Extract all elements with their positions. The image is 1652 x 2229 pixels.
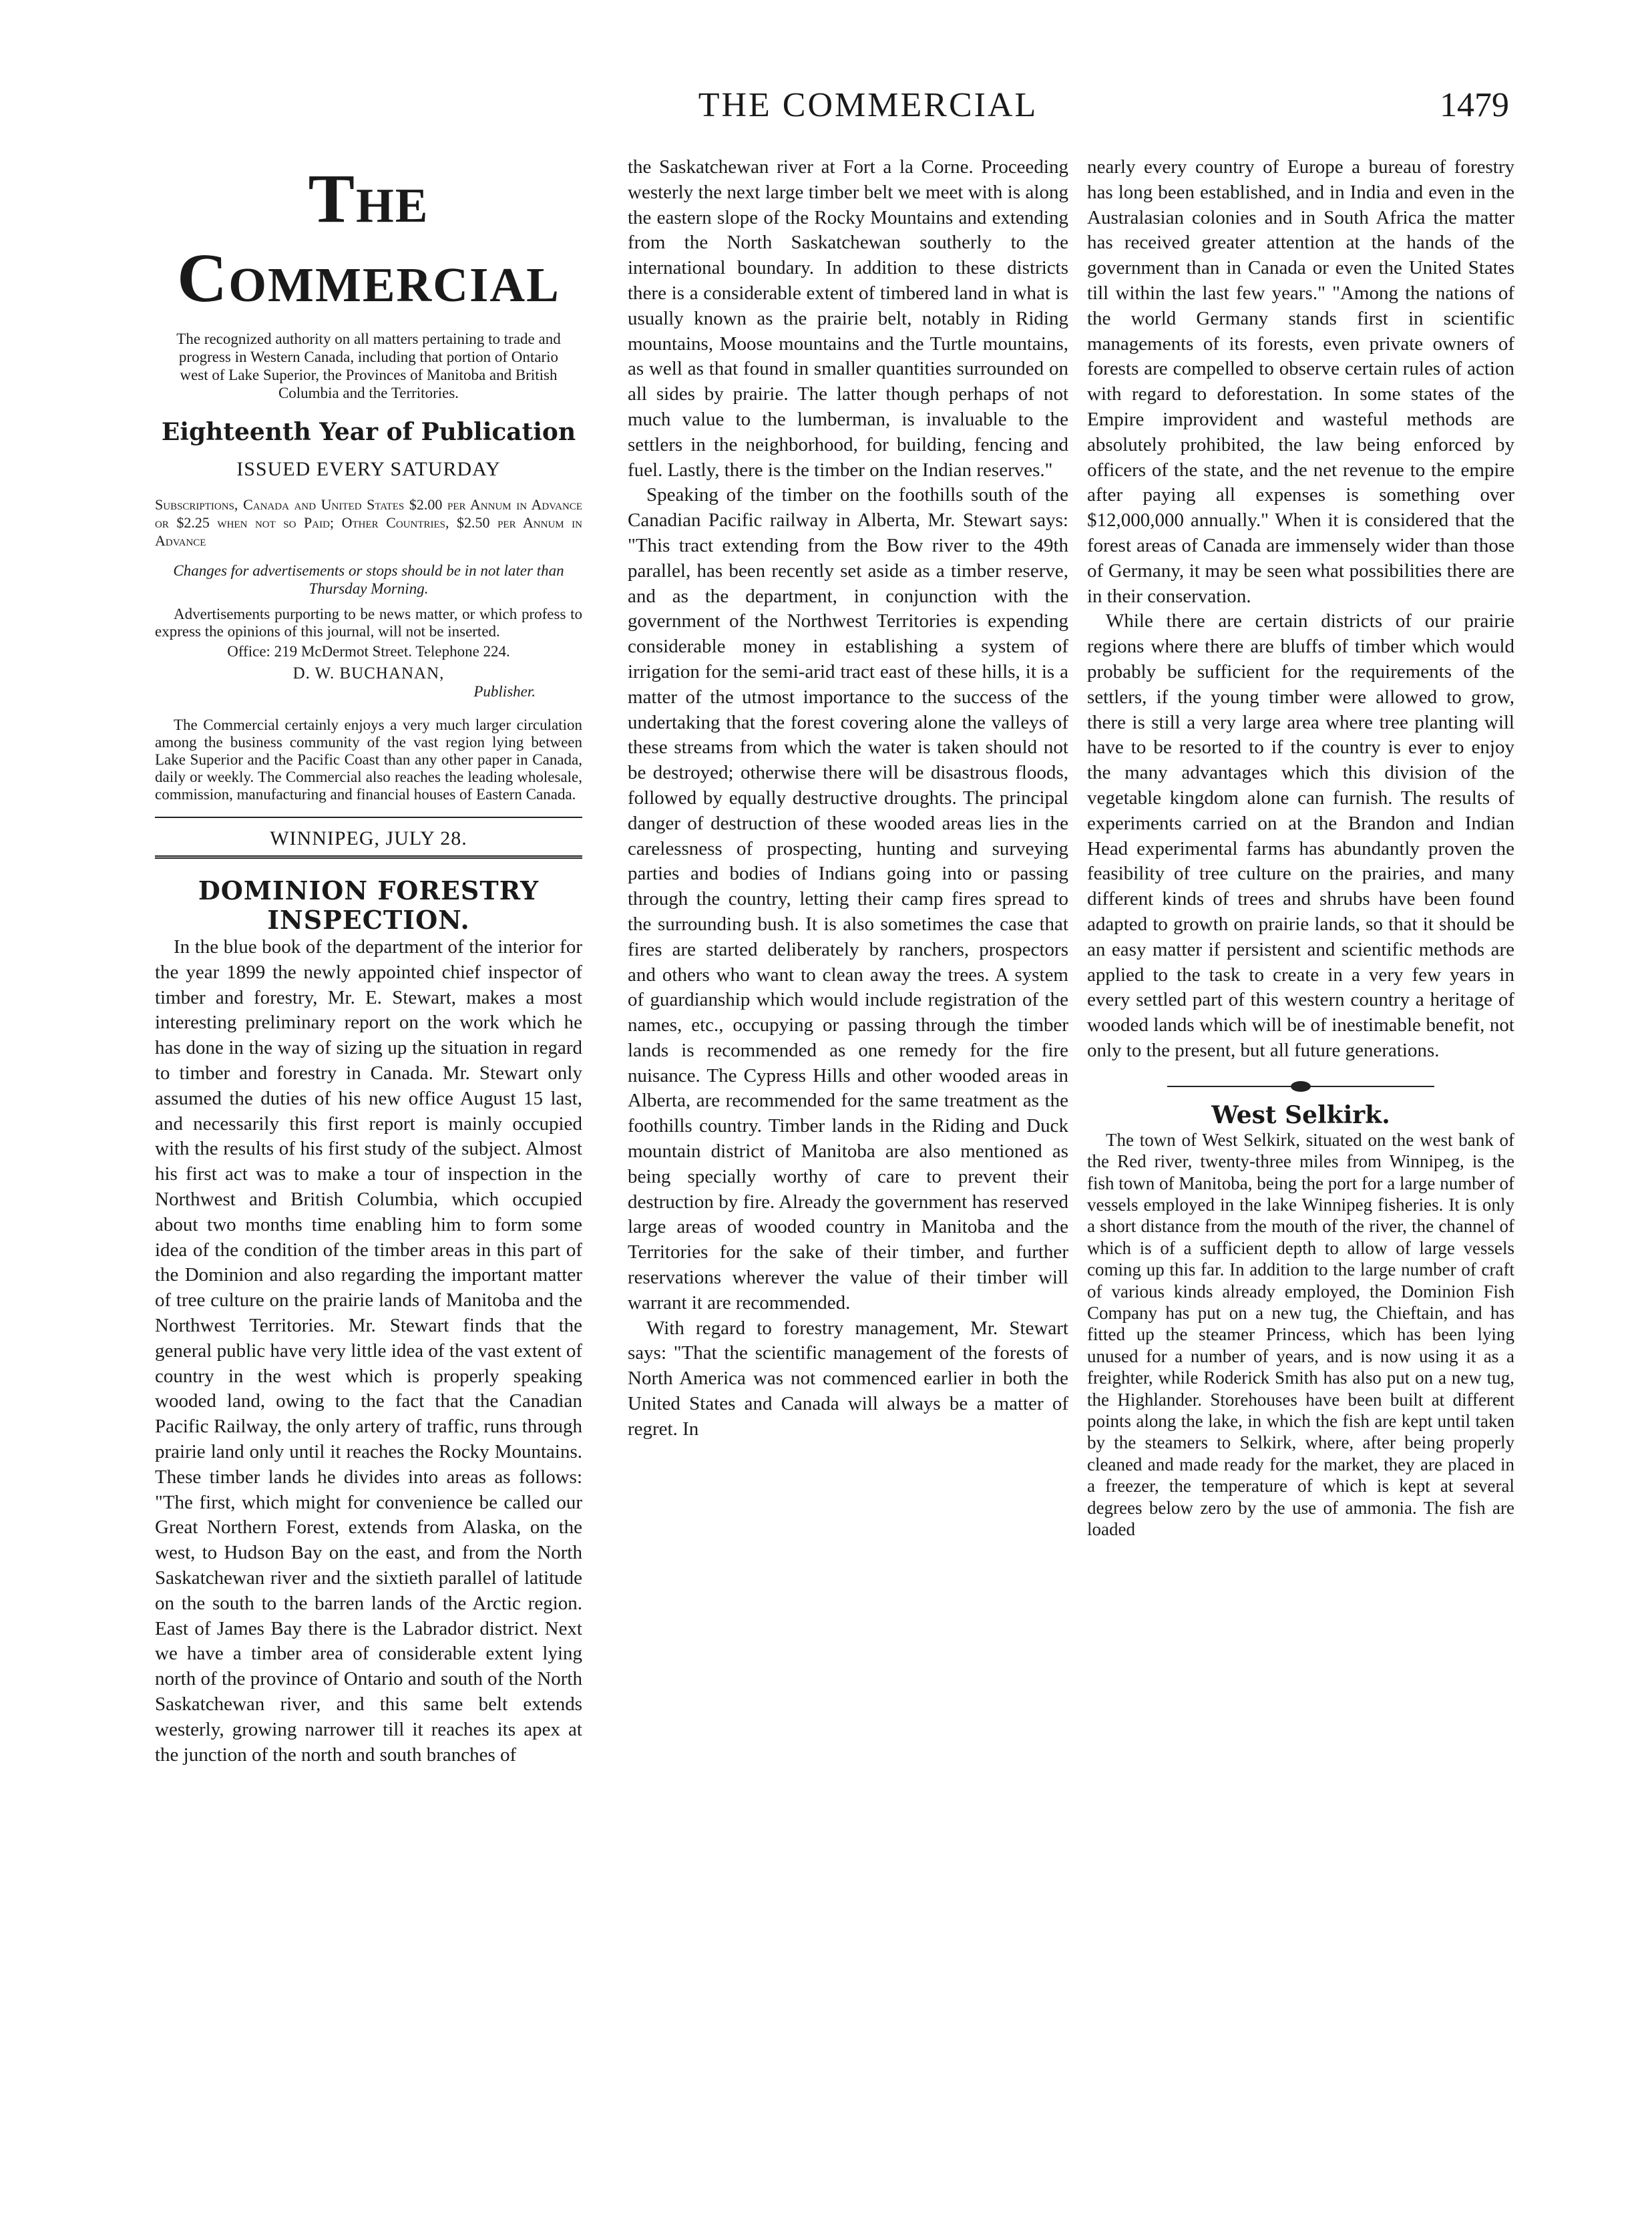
publisher-name: D. W. BUCHANAN, bbox=[292, 664, 445, 682]
publisher-title: Publisher. bbox=[473, 683, 536, 700]
changes-notice: Changes for advertisements or stops should be in not later than Thursday Morning. bbox=[173, 562, 564, 597]
article-body-col3 bbox=[1087, 155, 1514, 1064]
west-selkirk-headline: West Selkirk. bbox=[1211, 1100, 1390, 1129]
subscriptions-notice: Subscriptions, Canada and United States $2.00 per Annum in Advance or $2.25 when not so Paid; Other Countries, $2.50 per Annum in Advance bbox=[155, 496, 582, 549]
separator-ornament bbox=[1291, 1081, 1311, 1092]
column-2 bbox=[628, 155, 1068, 2156]
masthead-rule bbox=[155, 817, 582, 818]
article-paragraph: the Saskatchewan river at Fort a la Corne. Proceeding westerly the next large timber belt we meet with is along the eastern slope of the Rocky Mountains and extending from the North Saskatchewan southerly to the international boundary. In addition to these districts there is a considerable extent of timbered land in what is usually known as the prairie belt, notably in Riding mountains, Moose mountains and the Turtle mountains, as well as that found in smaller quantities surrounded on all sides by prairie. The latter though perhaps of not much value to the lumberman, is invaluable to the settlers in the neighborhood, for building, fencing and fuel. Lastly, there is the timber on the Indian reserves." bbox=[628, 156, 1068, 481]
article-paragraph: With regard to forestry management, Mr. Stewart says: "That the scientific management of the forests of North America was not commenced earlier in both the United States and Canada will always be a matter of regret. In bbox=[628, 1317, 1068, 1440]
dateline-rule bbox=[155, 855, 582, 859]
article-body-col1 bbox=[155, 935, 582, 1768]
publication-year: Eighteenth Year of Publication bbox=[161, 418, 576, 446]
article-paragraph: Speaking of the timber on the foothills south of the Canadian Pacific railway in Alberta, Mr. Stewart says: "This tract extending from the Bow river to the 49th parallel, has been recently set aside as a timber reserve, and as the department, in conjunction with the government of the Northwest Territories is expending considerable money in establishing a system of irrigation for the semi-arid tract east of these hills, it is a matter of the utmost importance to the success of the undertaking that the forest covering alone the valleys of these streams from which the water is taken should not be destroyed; otherwise there will be disastrous floods, followed by equally destructive droughts. The principal danger of destruction of these wooded areas lies in the carelessness of prospecting, hunting and surveying parties and bodies of Indians going into or passing through the country, letting their camp fires spread to the surrounding bush. It is also sometimes the case that fires are started deliberately by ranchers, prospectors and others who want to clean away the trees. A system of guardianship which would include registration of the names, etc., occupying or passing through the timber lands is recommended as one remedy for the fire nuisance. The Cypress Hills and other wooded areas in Alberta, are recommended for the same treatment as the foothills country. Timber lands in the Riding and Duck mountain district of Manitoba are also mentioned as being specially worthy of care to prevent their destruction by fire. Already the government has reserved large areas of wooded country in Manitoba and the Territories for the sake of their timber, and further reservations wherever the value of their timber will warrant it are recommended. bbox=[628, 484, 1068, 1313]
article-body-col2 bbox=[628, 155, 1068, 1442]
west-selkirk-body bbox=[1087, 1129, 1514, 1541]
column-3 bbox=[1087, 155, 1514, 2156]
masthead-tagline: The recognized authority on all matters pertaining to trade and progress in Western Canada, including that portion of Ontario west of Lake Superior, the Provinces of Manitoba and British Columbia and the Territories. bbox=[176, 331, 561, 401]
circulation-notice: The Commercial certainly enjoys a very much larger circulation among the business community of the vast region lying between Lake Superior and the Pacific Coast than any other paper in Canada, daily or weekly. The Commercial also reaches the leading wholesale, commission, manufacturing and financial houses of Eastern Canada. bbox=[155, 717, 582, 803]
column-1 bbox=[155, 155, 582, 2156]
advertisements-notice: Advertisements purporting to be news matter, or which profess to express the opinions of this journal, will not be inserted. bbox=[155, 606, 582, 640]
dateline: WINNIPEG, JULY 28. bbox=[270, 827, 467, 849]
issued-notice: ISSUED EVERY SATURDAY bbox=[236, 458, 501, 480]
article-paragraph: In the blue book of the department of the interior for the year 1899 the newly appointed chief inspector of timber and forestry, Mr. E. Stewart, makes a most interesting preliminary report on the work which he has done in the way of sizing up the situation in regard to timber and forestry in Canada. Mr. Stewart only assumed the duties of his new office August 15 last, and necessarily this first report is mainly occupied with the results of his first study of the subject. Almost his first act was to make a tour of inspection in the Northwest and British Columbia, which occupied about two months time enabling him to form some idea of the condition of the timber areas in this part of the Dominion and also regarding the important matter of tree culture on the prairie lands of Manitoba and the Northwest Territories. Mr. Stewart finds that the general public have very little idea of the vast extent of country in the west which is properly speaking wooded land, owing to the fact that the Canadian Pacific Railway, the only artery of traffic, runs through prairie land only until it reaches the Rocky Mountains. These timber lands he divides into areas as follows: "The first, which might for convenience be called our Great Northern Forest, extends from Alaska, on the west, to Hudson Bay on the east, and from the North Saskatchewan river and the sixtieth parallel of latitude on the south to the barren lands of the Arctic region. East of James Bay there is the Labrador district. Next we have a timber area of considerable extent lying north of the province of Ontario and south of the North Saskatchewan river, and this same belt extends westerly, growing narrower till it reaches its apex at the junction of the north and south branches of bbox=[155, 936, 582, 1766]
page-number: 1479 bbox=[1440, 86, 1509, 124]
office-address: Office: 219 McDermot Street. Telephone 224. bbox=[227, 643, 510, 660]
article-headline: DOMINION FORESTRY INSPECTION. bbox=[198, 875, 540, 935]
masthead-title: The Commercial bbox=[177, 160, 560, 317]
article-paragraph: The town of West Selkirk, situated on the west bank of the Red river, twenty-three miles from Winnipeg, is the fish town of Manitoba, being the port for a large number of vessels employed in the lake Winnipeg fisheries. It is only a short distance from the mouth of the river, the channel of which is of a sufficient depth to allow of large vessels coming up this far. In addition to the large number of craft of various kinds already employed, the Dominion Fish Company has put on a new tug, the Chieftain, and has fitted up the steamer Princess, which has been lying unused for a number of years, and is now using it as a freighter, while Roderick Smith has also put on a new tug, the Highlander. Storehouses have been built at different points along the lake, in which the fish are kept until taken by the steamers to Selkirk, where, after being properly cleaned and made ready for the market, they are placed in a freezer, the temperature of which is kept at several degrees below zero by the use of ammonia. The fish are loaded bbox=[1087, 1129, 1514, 1539]
article-paragraph: While there are certain districts of our prairie regions where there are bluffs of timber which would probably be sufficient for the requirements of the settlers, if the young timber were allowed to grow, there is still a very large area where tree planting will have to be resorted to if the country is ever to enjoy the many advantages which this division of the vegetable kingdom alone can furnish. The results of experiments carried on at the Brandon and Indian Head experimental farms has abundantly proven the feasibility of tree culture on the prairies, and many different kinds of trees and shrubs have been found adapted to growth on prairie lands, so that it should be an easy matter if persistent and scientific methods are applied to the task to create in a very few years in every settled part of this western country a heritage of wooded lands which will be of inestimable benefit, not only to the present, but all future generations. bbox=[1087, 610, 1514, 1061]
section-separator bbox=[1167, 1078, 1434, 1094]
article-paragraph: nearly every country of Europe a bureau of forestry has long been established, and in India and even in the Australasian colonies and in South Africa the matter has received greater attention at the hands of the government than in Canada or even the United States till within the last few years." "Among the nations of the world Germany stands first in scientific managements of its forests, even private owners of forests are compelled to observe certain rules of action with regard to deforestation. In some states of the Empire improvident and wasteful methods are absolutely prohibited, the law being enforced by officers of the state, and the net revenue to the empire after paying all expenses is something over $12,000,000 annually." When it is considered that the forest areas of Canada are immensely wider than those of Germany, it may be seen what possibilities there are in their conservation. bbox=[1087, 156, 1514, 607]
running-title: THE COMMERCIAL bbox=[698, 86, 1038, 124]
